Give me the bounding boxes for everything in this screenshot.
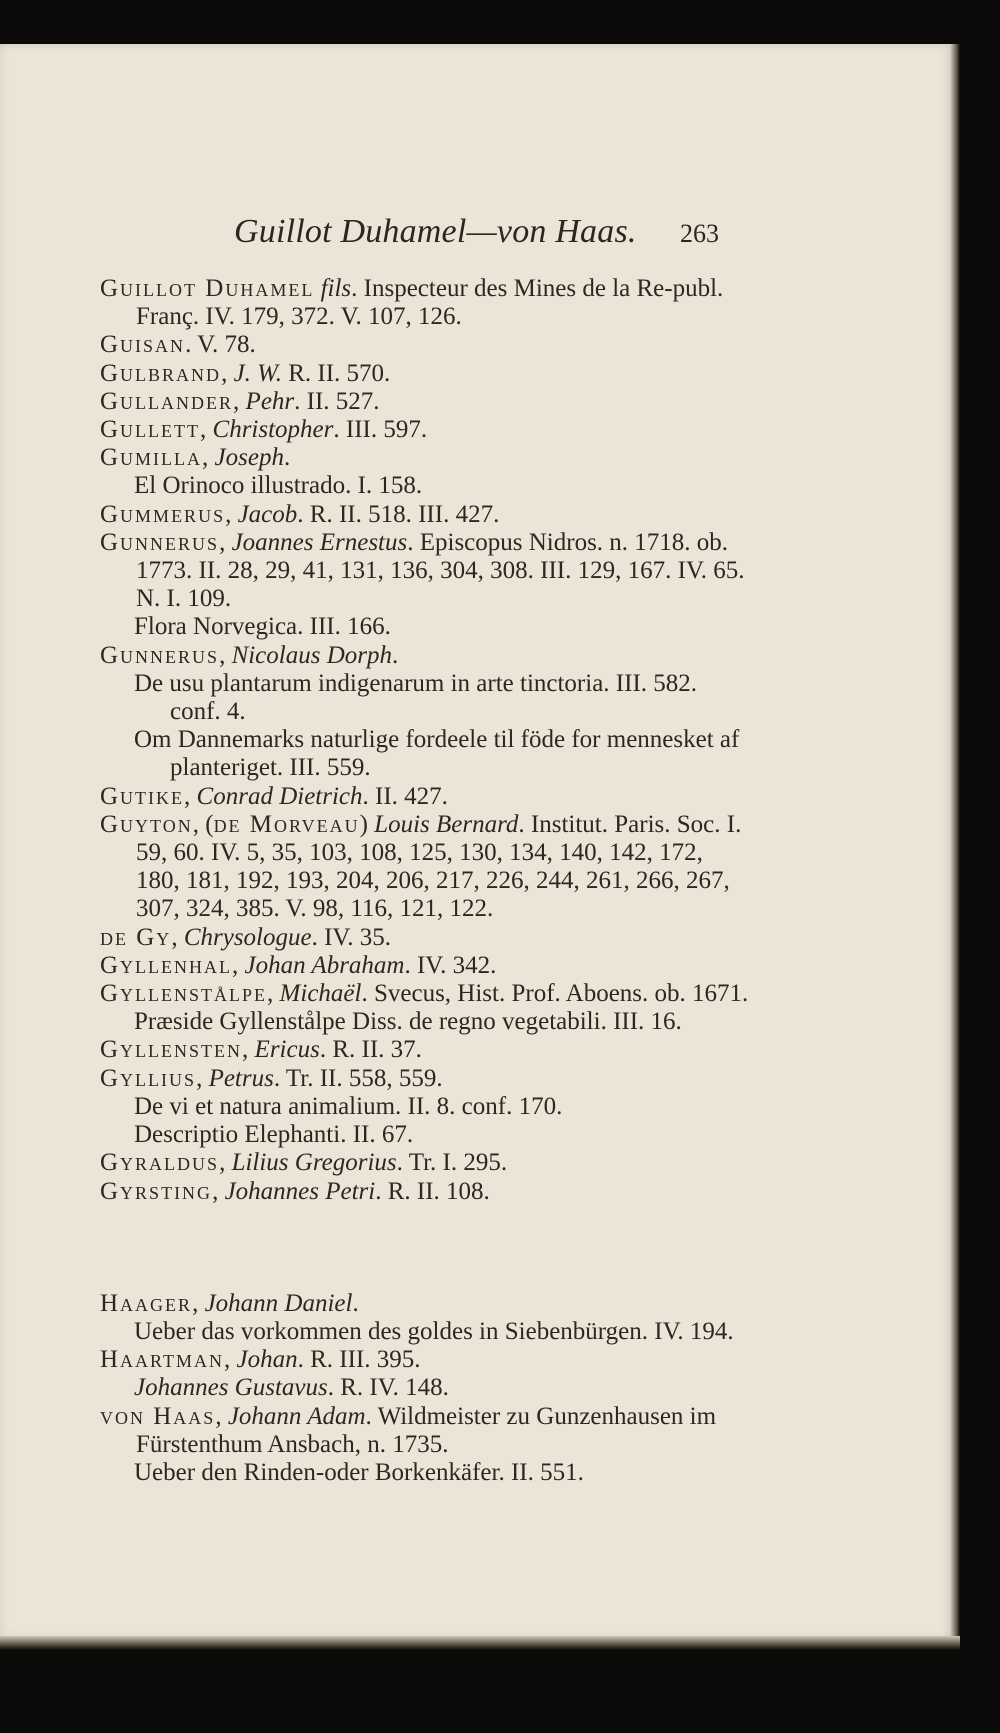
index-entry (100, 529, 750, 614)
index-entry (100, 360, 750, 388)
entry-name: Gullett (100, 416, 201, 444)
entry-text: . III. 597. (333, 416, 428, 444)
entry-forename: fils (320, 275, 352, 302)
entry-text: , (184, 782, 197, 810)
entry-name: Gummerus (100, 500, 226, 528)
entry-text: . R. II. 37. (319, 1036, 422, 1064)
index-entry (100, 444, 750, 472)
entry-forename: Johannes Petri (224, 1177, 376, 1205)
index-entry (100, 1065, 750, 1093)
entry-text: . IV. 35. (311, 923, 392, 951)
running-head: Guillot Duhamel—von Haas. (234, 213, 637, 250)
entry-forename: Pehr (245, 387, 295, 415)
index-entry (100, 1290, 750, 1318)
entry-name: Gunnerus (100, 528, 220, 556)
index-entry (100, 1178, 750, 1206)
entry-name: Gyrsting (100, 1177, 213, 1205)
entry-text: , (232, 951, 245, 979)
entry-name: Gutike (100, 782, 185, 810)
entry-name: Gulbrand (100, 359, 222, 387)
index-entry (100, 783, 750, 811)
index-subentry (100, 1459, 750, 1487)
entry-name: Gumilla (100, 444, 203, 472)
page-edge-right (950, 44, 960, 1644)
entry-text: Præside Gyllenstålpe Diss. de regno vegetabili. III. 16. (134, 1008, 682, 1036)
entry-name: Guyton (100, 810, 193, 838)
entry-text: , (242, 1036, 255, 1064)
entry-name: Guillot Duhamel (100, 275, 315, 302)
entry-text: , (219, 528, 232, 556)
entry-name: de Morveau (213, 810, 360, 838)
entry-text: . V. 78. (185, 331, 256, 359)
entry-forename: Lilius Gregorius (231, 1149, 397, 1177)
entry-text: , (267, 980, 280, 1008)
entry-text: , (219, 641, 232, 669)
entry-text: Ueber das vorkommen des goldes in Siebenbürgen. IV. 194. (134, 1317, 734, 1345)
entry-text: Descriptio Elephanti. II. 67. (134, 1121, 414, 1149)
entry-name: Gullander (100, 387, 234, 415)
index-entry (100, 275, 750, 331)
index-entry (100, 924, 750, 952)
entry-text: . IV. 342. (404, 951, 497, 979)
entry-text: , (200, 416, 213, 444)
entry-name: Gyllius (100, 1064, 197, 1092)
entry-text: , (202, 444, 215, 472)
index-subentry (100, 613, 750, 641)
index-subentry (100, 1121, 750, 1149)
page-edge-bottom (0, 1636, 960, 1650)
entry-text: ) (359, 810, 375, 838)
entry-text: . Episcopus Nidros. n. 1718. ob. 1773. II. 28, 29, 41, 131, 136, 304, 308. III. 129, 167. IV. 65. N. I. 109. (136, 528, 745, 613)
entry-text: . Tr. II. 558, 559. (273, 1064, 443, 1092)
entry-text: . (352, 1289, 359, 1317)
entry-forename: Joseph (214, 444, 284, 472)
entry-name: Haartman (100, 1346, 224, 1374)
index-subentry (100, 1008, 750, 1036)
entry-text: . (283, 444, 291, 472)
entry-text: El Orinoco illustrado. I. 158. (134, 472, 423, 500)
index-subentry (100, 670, 750, 726)
entry-text: , (223, 1346, 237, 1374)
entry-text: . Wildmeister zu Gunzenhausen im Fürstenthum Ansbach, n. 1735. (136, 1402, 717, 1458)
entry-text: , (171, 923, 184, 951)
index-subentry (100, 472, 750, 500)
entry-text: . Inspecteur des Mines de la Re-publ. Franç. IV. 179, 372. V. 107, 126. (136, 275, 724, 331)
index-entry (100, 388, 750, 416)
entry-name: Gunnerus (100, 641, 220, 669)
entry-text: . Institut. Paris. Soc. I. 59, 60. IV. 5, 35, 103, 108, 125, 130, 134, 140, 142, 172, 180, 181, 192, 193, 204, 206, 217, 226, 244, 261, 266, 267, 307, 324, 385. V. 98, 116, 121, 122. (136, 810, 742, 923)
entry-forename: Chrysologue (183, 923, 312, 951)
entry-forename: Christopher (212, 416, 334, 444)
entry-name: Guisan (100, 331, 186, 359)
index-entry (100, 331, 750, 359)
entry-forename: Michaël (279, 980, 362, 1008)
entry-text: , (196, 1064, 209, 1092)
index-subentry (100, 1374, 750, 1402)
entry-forename: Louis Bernard (374, 810, 519, 838)
entry-text: . Tr. I. 295. (396, 1149, 508, 1177)
entry-text: Om Dannemarks naturlige fordeele til föde for mennesket af planteriget. III. 559. (134, 726, 740, 782)
index-entry (100, 1403, 750, 1459)
entry-forename: Johann Adam (227, 1402, 366, 1430)
entry-forename: Nicolaus Dorph (231, 641, 392, 669)
section-gap (100, 1206, 750, 1290)
entry-text: . II. 527. (294, 387, 380, 415)
entry-text: . Svecus, Hist. Prof. Aboens. ob. 1671. (361, 980, 749, 1008)
entry-text: , ( (192, 810, 214, 838)
entry-forename: Conrad Dietrich (196, 782, 363, 810)
index-entry (100, 501, 750, 529)
index-entry (100, 1149, 750, 1177)
entry-forename: Johann Daniel (204, 1289, 353, 1317)
entry-text: R. II. 570. (281, 359, 391, 387)
entry-text: Flora Norvegica. III. 166. (134, 613, 391, 641)
index-entry (100, 1346, 750, 1374)
entry-name: Gyllensten (100, 1036, 243, 1064)
entry-text: , (212, 1177, 225, 1205)
index-entry (100, 1036, 750, 1064)
entry-name: von Haas (100, 1402, 216, 1430)
entry-text: , (192, 1289, 205, 1317)
entry-text: , (233, 387, 246, 415)
entry-forename: Johannes Gustavus (134, 1374, 328, 1402)
entry-text: . (392, 641, 399, 669)
entry-name: Haager (100, 1289, 193, 1317)
entry-name: de Gy (100, 923, 172, 951)
entry-text: , (219, 1149, 232, 1177)
index-entries (100, 275, 750, 1487)
entry-forename: Ericus (254, 1036, 320, 1064)
entry-text: . II. 427. (362, 782, 448, 810)
entry-text: De vi et natura animalium. II. 8. conf. 170. (134, 1092, 563, 1120)
entry-text: . R. II. 518. III. 427. (297, 500, 500, 528)
entry-name: Gyllenstålpe (100, 980, 268, 1008)
page-header (0, 213, 955, 263)
entry-text: , (215, 1402, 228, 1430)
index-entry (100, 642, 750, 670)
entry-name: Gyraldus (100, 1149, 220, 1177)
index-entry (100, 952, 750, 980)
entry-text: . R. III. 395. (297, 1346, 421, 1374)
entry-forename: Jacob (237, 500, 298, 528)
entry-forename: Petrus (208, 1064, 274, 1092)
entry-forename: Johan (236, 1346, 298, 1374)
entry-forename: Johan Abraham (244, 951, 405, 979)
index-entry (100, 416, 750, 444)
entry-text: De usu plantarum indigenarum in arte tinctoria. III. 582. conf. 4. (134, 669, 698, 726)
entry-text: Ueber den Rinden-oder Borkenkäfer. II. 551. (134, 1458, 584, 1486)
entry-text: . R. II. 108. (375, 1177, 490, 1205)
page-number: 263 (680, 219, 719, 248)
index-entry (100, 980, 750, 1008)
entry-forename: J. W. (233, 359, 282, 387)
entry-text: , (221, 359, 234, 387)
entry-text: . R. IV. 148. (327, 1374, 449, 1402)
index-subentry (100, 1318, 750, 1346)
index-subentry (100, 726, 750, 782)
index-subentry (100, 1093, 750, 1121)
entry-name: Gyllenhal (100, 951, 233, 979)
entry-forename: Joannes Ernestus (231, 528, 408, 556)
index-entry (100, 811, 750, 924)
entry-text: , (225, 500, 238, 528)
